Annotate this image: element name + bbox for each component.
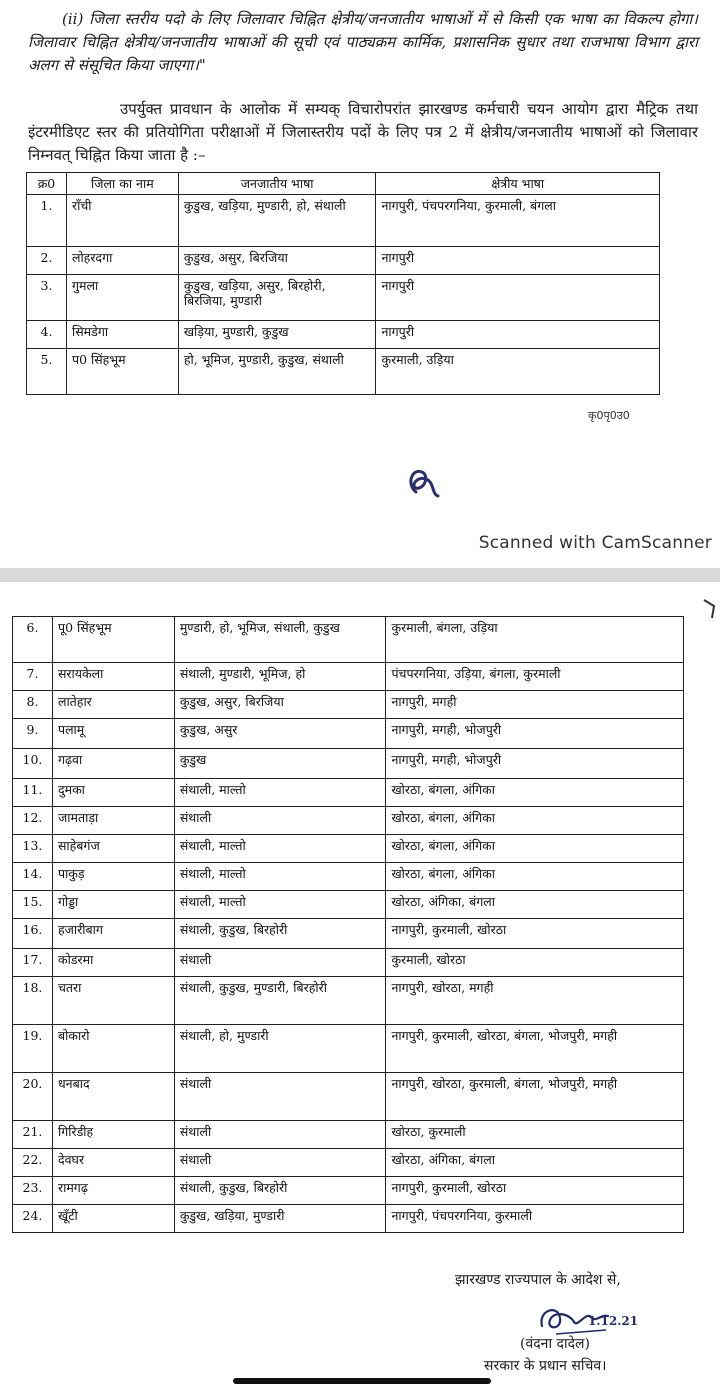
cell-sr: 15. — [13, 891, 53, 919]
cell-tribal: कुडुख, असुर, बिरजिया — [178, 247, 376, 275]
cell-tribal: खड़िया, मुण्डारी, कुडुख — [178, 321, 376, 349]
cell-tribal: कुडुख, खड़िया, असुर, बिरहोरी, बिरजिया, मुण्डारी — [178, 275, 376, 321]
cell-regional: खोरठा, बंगला, अंगिका — [386, 835, 684, 863]
table-row — [13, 919, 684, 949]
cell-district: लोहरदगा — [66, 247, 178, 275]
cell-sr: 22. — [13, 1149, 53, 1177]
cell-regional: खोरठा, बंगला, अंगिका — [386, 807, 684, 835]
signer-name: (वंदना दादेल) — [520, 1336, 590, 1352]
cell-sr: 24. — [13, 1205, 53, 1233]
cell-tribal: हो, भूमिज, मुण्डारी, कुडुख, संथाली — [178, 349, 376, 395]
cell-sr: 17. — [13, 949, 53, 977]
cell-tribal: संथाली, हो, मुण्डारी — [174, 1025, 386, 1073]
cell-district: दुमका — [52, 779, 174, 807]
cell-sr: 23. — [13, 1177, 53, 1205]
governor-order-line: झारखण्ड राज्यपाल के आदेश से, — [455, 1272, 621, 1288]
cell-regional: खोरठा, बंगला, अंगिका — [386, 863, 684, 891]
cell-sr: 7. — [13, 663, 53, 691]
cell-sr: 5. — [27, 349, 67, 395]
table-header-row — [27, 173, 660, 195]
table-row — [27, 321, 660, 349]
document-page-2 — [0, 582, 720, 1398]
cell-district: पू0 सिंहभूम — [52, 617, 174, 663]
cell-tribal: संथाली — [174, 1149, 386, 1177]
cell-tribal: संथाली — [174, 1073, 386, 1121]
cell-sr: 12. — [13, 807, 53, 835]
table-row — [13, 663, 684, 691]
header-regional: क्षेत्रीय भाषा — [376, 173, 660, 195]
cell-district: प0 सिंहभूम — [66, 349, 178, 395]
cell-tribal: संथाली, माल्तो — [174, 835, 386, 863]
cell-sr: 9. — [13, 719, 53, 749]
cell-sr: 19. — [13, 1025, 53, 1073]
cell-district: हजारीबाग — [52, 919, 174, 949]
cell-sr: 13. — [13, 835, 53, 863]
table-row — [27, 349, 660, 395]
header-district: जिला का नाम — [66, 173, 178, 195]
cell-tribal: संथाली, कुडुख, बिरहोरी — [174, 1177, 386, 1205]
cell-tribal: कुडुख, खड़िया, मुण्डारी — [174, 1205, 386, 1233]
table-row — [13, 891, 684, 919]
table-row — [13, 835, 684, 863]
cell-tribal: संथाली — [174, 949, 386, 977]
cell-regional: नागपुरी, मगही, भोजपुरी — [386, 749, 684, 779]
cell-district: गुमला — [66, 275, 178, 321]
cell-regional: खोरठा, कुरमाली — [386, 1121, 684, 1149]
cell-regional: नागपुरी, खोरठा, कुरमाली, बंगला, भोजपुरी, मगही — [386, 1073, 684, 1121]
cell-district: राँची — [66, 195, 178, 247]
cell-regional: कुरमाली, बंगला, उड़िया — [386, 617, 684, 663]
cell-district: पलामू — [52, 719, 174, 749]
header-tribal: जनजातीय भाषा — [178, 173, 376, 195]
table-row — [13, 719, 684, 749]
cell-district: खूँटी — [52, 1205, 174, 1233]
cell-district: रामगढ़ — [52, 1177, 174, 1205]
table-row — [27, 275, 660, 321]
cell-district: लातेहार — [52, 691, 174, 719]
table-row — [13, 977, 684, 1025]
cell-tribal: संथाली, कुडुख, बिरहोरी — [174, 919, 386, 949]
page-clip-icon — [702, 598, 716, 620]
cell-regional: खोरठा, अंगिका, बंगला — [386, 1149, 684, 1177]
cell-regional: नागपुरी, पंचपरगनिया, कुरमाली — [386, 1205, 684, 1233]
cell-regional: नागपुरी, कुरमाली, खोरठा, बंगला, भोजपुरी, मगही — [386, 1025, 684, 1073]
cell-regional: नागपुरी, खोरठा, मगही — [386, 977, 684, 1025]
cell-district: देवघर — [52, 1149, 174, 1177]
cell-sr: 3. — [27, 275, 67, 321]
intro-paragraph: उपर्युक्त प्रावधान के आलोक में सम्यक् विचारोपरांत झारखण्ड कर्मचारी चयन आयोग द्वारा मैट्रिक तथा इंटरमीडिएट स्तर की प्रतियोगिता परीक्षाओं में जिलास्तरीय पदों के लिए पत्र 2 में क्षेत्रीय/जनजातीय भाषाओं को जिलावार निम्नवत् चिह्नित किया जाता है :– — [28, 100, 698, 164]
cell-regional: नागपुरी — [376, 321, 660, 349]
table-row — [13, 779, 684, 807]
table-row — [13, 1121, 684, 1149]
home-indicator[interactable] — [233, 1378, 491, 1384]
cell-district: बोकारो — [52, 1025, 174, 1073]
cell-district: गढ़वा — [52, 749, 174, 779]
cell-tribal: कुडुख, असुर — [174, 719, 386, 749]
cell-regional: नागपुरी, कुरमाली, खोरठा — [386, 1177, 684, 1205]
cell-sr: 1. — [27, 195, 67, 247]
page-continued-label: कृ0पृ0उ0 — [588, 409, 630, 422]
scanner-watermark: Scanned with CamScanner — [478, 533, 712, 553]
cell-tribal: संथाली — [174, 1121, 386, 1149]
table-row — [13, 863, 684, 891]
document-page-1 — [0, 0, 720, 568]
cell-district: कोडरमा — [52, 949, 174, 977]
initials-signature — [402, 462, 442, 502]
cell-tribal: कुडुख, खड़िया, मुण्डारी, हो, संथाली — [178, 195, 376, 247]
cell-tribal: संथाली, मुण्डारी, भूमिज, हो — [174, 663, 386, 691]
table-row — [13, 691, 684, 719]
cell-sr: 20. — [13, 1073, 53, 1121]
table-row — [13, 1073, 684, 1121]
header-sr: क्र0 — [27, 173, 67, 195]
cell-tribal: संथाली, माल्तो — [174, 863, 386, 891]
table-row — [13, 617, 684, 663]
cell-sr: 14. — [13, 863, 53, 891]
cell-district: गोड्डा — [52, 891, 174, 919]
table-row — [13, 749, 684, 779]
signer-designation: सरकार के प्रधान सचिव। — [484, 1358, 607, 1374]
cell-sr: 11. — [13, 779, 53, 807]
cell-regional: नागपुरी, मगही — [386, 691, 684, 719]
table-row — [27, 247, 660, 275]
cell-regional: नागपुरी — [376, 275, 660, 321]
cell-sr: 18. — [13, 977, 53, 1025]
cell-regional: नागपुरी, पंचपरगनिया, कुरमाली, बंगला — [376, 195, 660, 247]
cell-district: गिरिडीह — [52, 1121, 174, 1149]
table-row — [27, 195, 660, 247]
table-row — [13, 949, 684, 977]
language-table-part-1 — [26, 172, 660, 395]
cell-tribal: कुडुख — [174, 749, 386, 779]
cell-sr: 21. — [13, 1121, 53, 1149]
cell-regional: नागपुरी — [376, 247, 660, 275]
cell-tribal: संथाली, माल्तो — [174, 779, 386, 807]
table-row — [13, 1177, 684, 1205]
cell-regional: खोरठा, बंगला, अंगिका — [386, 779, 684, 807]
cell-sr: 6. — [13, 617, 53, 663]
cell-regional: नागपुरी, मगही, भोजपुरी — [386, 719, 684, 749]
table-row — [13, 1025, 684, 1073]
cell-district: सिमडेगा — [66, 321, 178, 349]
language-table-part-2 — [12, 616, 684, 1233]
cell-regional: कुरमाली, उड़िया — [376, 349, 660, 395]
cell-sr: 4. — [27, 321, 67, 349]
cell-regional: खोरठा, अंगिका, बंगला — [386, 891, 684, 919]
cell-district: सरायकेला — [52, 663, 174, 691]
cell-regional: पंचपरगनिया, उड़िया, बंगला, कुरमाली — [386, 663, 684, 691]
cell-district: पाकुड़ — [52, 863, 174, 891]
cell-district: धनबाद — [52, 1073, 174, 1121]
table-row — [13, 1205, 684, 1233]
cell-district: चतरा — [52, 977, 174, 1025]
cell-sr: 2. — [27, 247, 67, 275]
cell-sr: 10. — [13, 749, 53, 779]
cell-tribal: संथाली — [174, 807, 386, 835]
cell-tribal: कुडुख, असुर, बिरजिया — [174, 691, 386, 719]
cell-regional: नागपुरी, कुरमाली, खोरठा — [386, 919, 684, 949]
cell-sr: 8. — [13, 691, 53, 719]
cell-district: जामताड़ा — [52, 807, 174, 835]
clause-ii-paragraph: (ii) जिला स्तरीय पदो के लिए जिलावार चिह्नित क्षेत्रीय/जनजातीय भाषाओं में से किसी एक भाषा का विकल्प होगा। जिलावार चिह्नित क्षेत्रीय/जनजातीय भाषाओं की सूची एवं पाठ्यक्रम कार्मिक, प्रशासनिक सुधार तथा राजभाषा विभाग द्वारा अलग से संसूचित किया जाएगा।" — [28, 10, 698, 74]
cell-tribal: संथाली, माल्तो — [174, 891, 386, 919]
cell-regional: कुरमाली, खोरठा — [386, 949, 684, 977]
signature-date: 1.12.21 — [588, 1314, 639, 1328]
cell-district: साहेबगंज — [52, 835, 174, 863]
cell-tribal: मुण्डारी, हो, भूमिज, संथाली, कुडुख — [174, 617, 386, 663]
table-row — [13, 1149, 684, 1177]
cell-tribal: संथाली, कुडुख, मुण्डारी, बिरहोरी — [174, 977, 386, 1025]
table-row — [13, 807, 684, 835]
cell-sr: 16. — [13, 919, 53, 949]
